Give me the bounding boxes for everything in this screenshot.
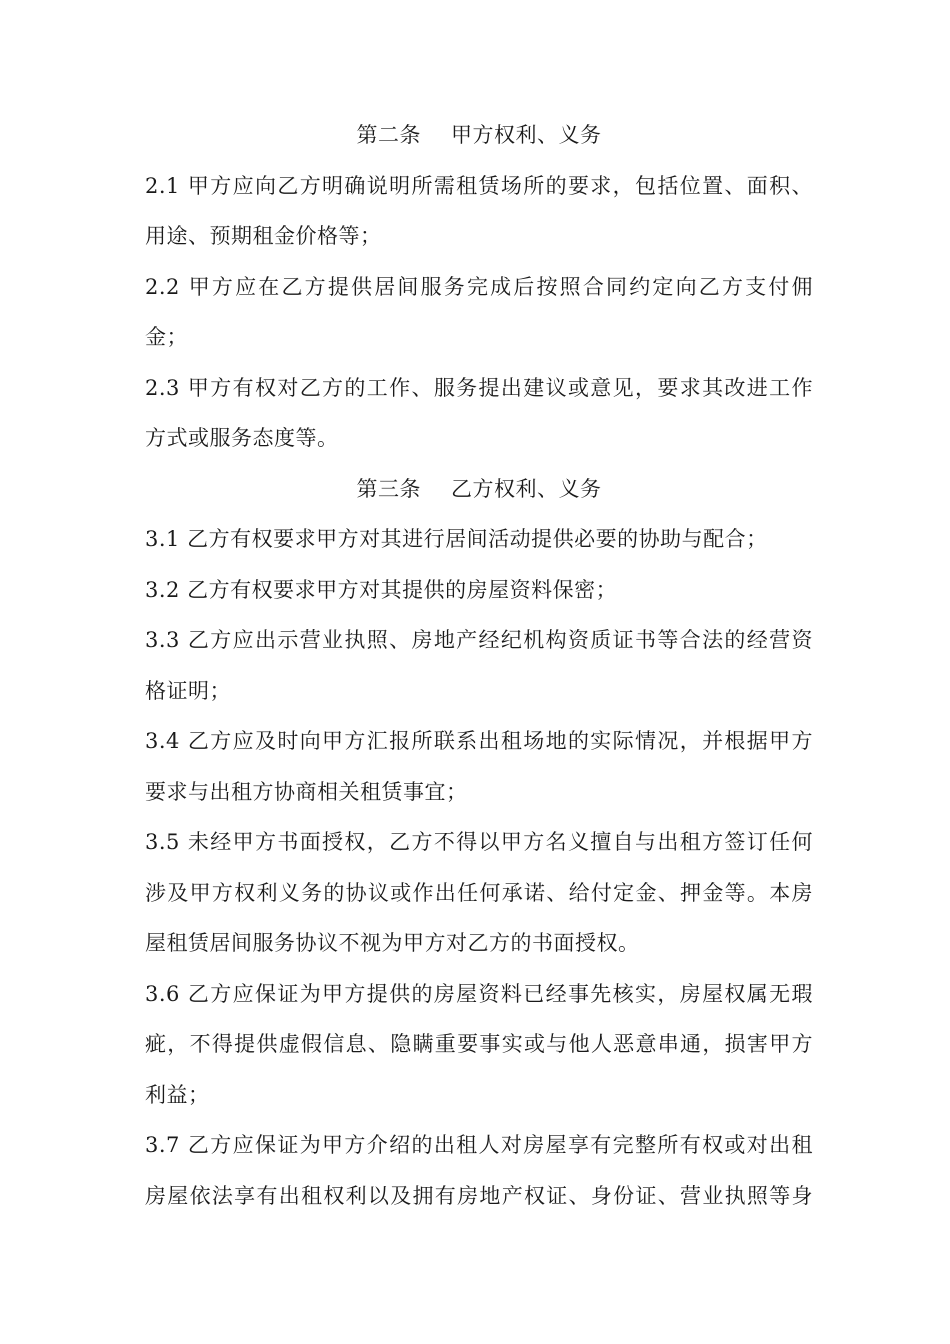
section-2-number: 第二条 [356,123,421,147]
section-3-number: 第三条 [356,476,421,501]
document-page [145,110,813,1221]
clause-3-6-line-3: 利益； [145,1082,210,1107]
clause-3-2-line-1: 3.2 乙方有权要求甲方对其提供的房屋资料保密； [145,577,618,602]
clause-3-7-line-2: 房屋依法享有出租权利以及拥有房地产权证、身份证、营业执照等身 [145,1183,813,1208]
clause-3-4-line-2: 要求与出租方协商相关租赁事宜； [145,779,468,804]
section-3-heading [145,464,813,515]
section-3-title: 乙方权利、义务 [451,476,602,501]
clause-3-5-line-1: 3.5 未经甲方书面授权，乙方不得以甲方名义擅自与出租方签订任何 [145,830,813,854]
clause-2-2-line-2: 金； [145,325,188,349]
clause-3-6-line-1: 3.6 乙方应保证为甲方提供的房屋资料已经事先核实，房屋权属无瑕 [145,981,813,1006]
clause-3-5-line-3: 屋租赁居间服务协议不视为甲方对乙方的书面授权。 [145,931,640,955]
clause-3-5-line-2: 涉及甲方权利义务的协议或作出任何承诺、给付定金、押金等。本房 [145,880,813,905]
clause-2-1-line-1: 2.1 甲方应向乙方明确说明所需租赁场所的要求，包括位置、面积、 [145,173,813,198]
clause-2-2-line-1: 2.2 甲方应在乙方提供居间服务完成后按照合同约定向乙方支付佣 [145,274,813,299]
clause-3-3-line-2: 格证明； [145,678,231,703]
clause-3-7-line-1: 3.7 乙方应保证为甲方介绍的出租人对房屋享有完整所有权或对出租 [145,1133,813,1157]
clause-3-4-line-1: 3.4 乙方应及时向甲方汇报所联系出租场地的实际情况，并根据甲方 [145,729,813,753]
section-2-heading [145,110,813,161]
clause-2-3-line-2: 方式或服务态度等。 [145,426,339,450]
clause-2-3-line-1: 2.3 甲方有权对乙方的工作、服务提出建议或意见，要求其改进工作 [145,375,813,400]
clause-3-1-line-1: 3.1 乙方有权要求甲方对其进行居间活动提供必要的协助与配合； [145,527,768,551]
clause-2-1-line-2: 用途、预期租金价格等； [145,224,382,248]
section-2-title: 甲方权利、义务 [451,123,602,147]
clause-3-3-line-1: 3.3 乙方应出示营业执照、房地产经纪机构资质证书等合法的经营资 [145,628,813,652]
clause-3-6-line-2: 疵，不得提供虚假信息、隐瞒重要事实或与他人恶意串通，损害甲方 [145,1032,813,1056]
